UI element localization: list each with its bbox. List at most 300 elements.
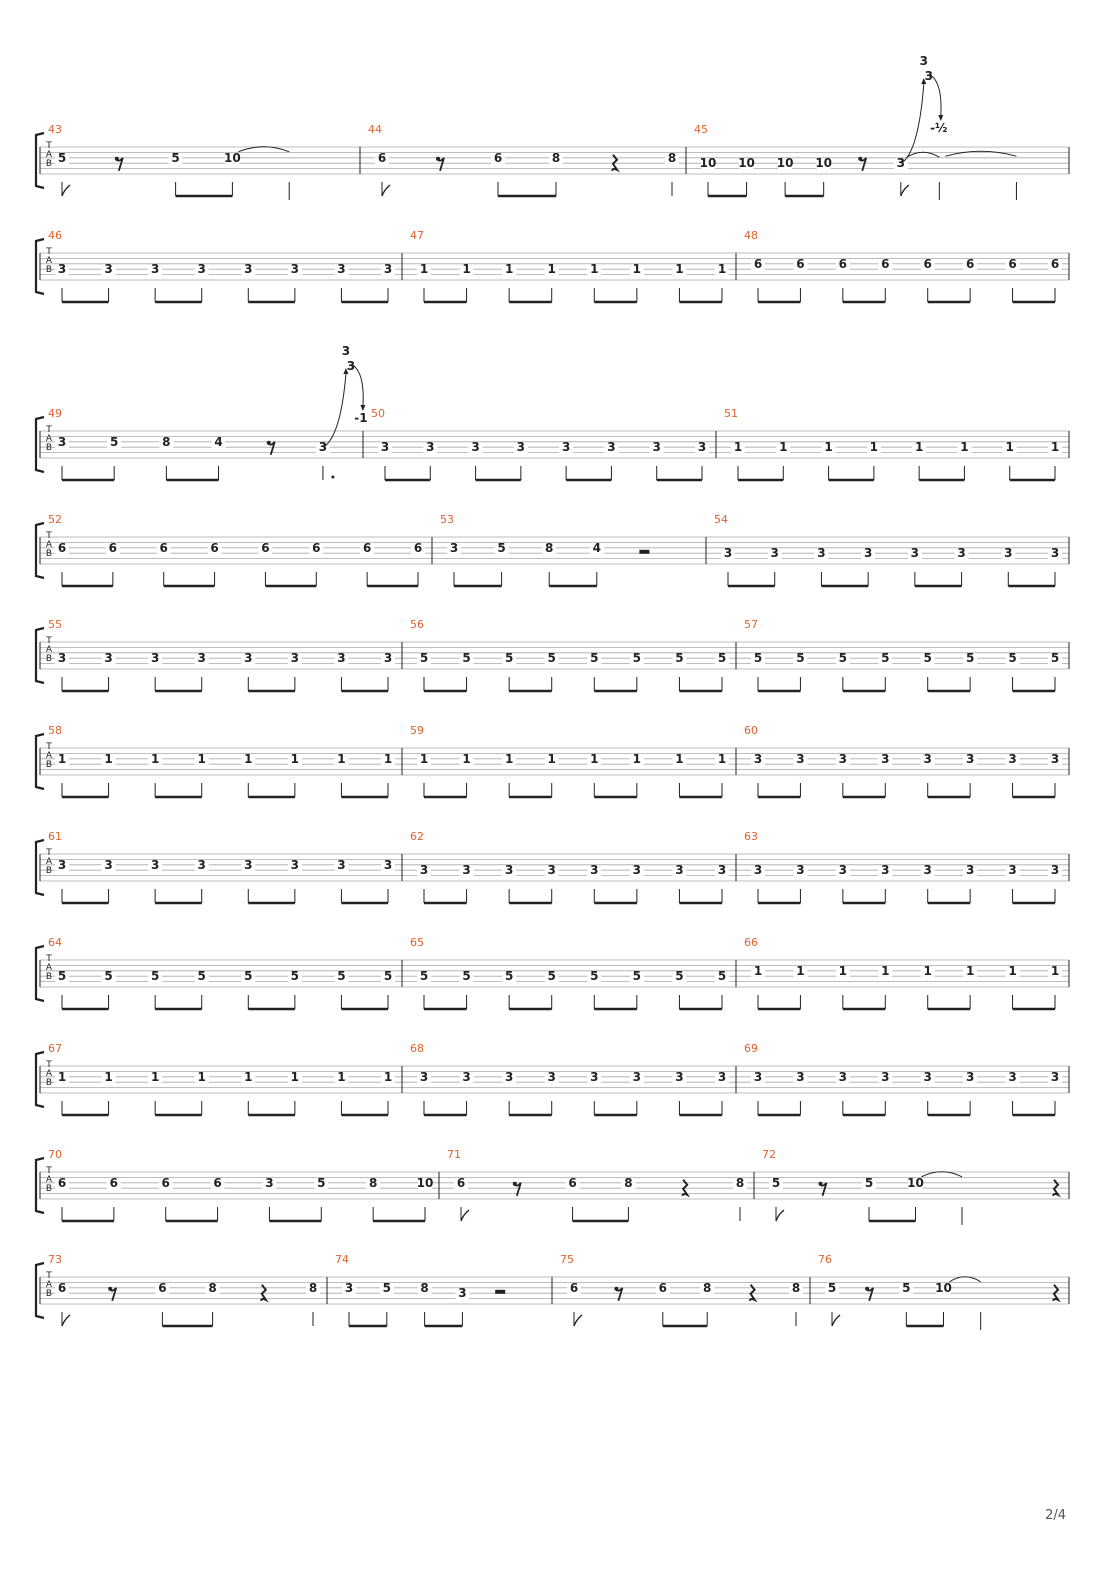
measure-number: 61 bbox=[48, 830, 62, 843]
bend-release: -1 bbox=[354, 411, 368, 425]
fret-number: 3 bbox=[1008, 1069, 1017, 1084]
fret-number: 1 bbox=[290, 751, 300, 766]
fret-number: 6 bbox=[57, 1280, 67, 1295]
fret-number: 3 bbox=[337, 857, 346, 872]
tab-clef-letter: B bbox=[45, 760, 53, 770]
fret-number: 3 bbox=[1050, 863, 1060, 878]
note-flag bbox=[776, 1210, 784, 1221]
fret-number: 8 bbox=[420, 1280, 429, 1295]
fret-number: 5 bbox=[827, 1280, 837, 1295]
fret-number: 1 bbox=[753, 963, 763, 978]
fret-number: 3 bbox=[104, 857, 113, 872]
measure-number: 43 bbox=[48, 123, 62, 136]
measure-number: 49 bbox=[48, 407, 62, 420]
half-rest bbox=[495, 1290, 505, 1294]
fret-number: 1 bbox=[337, 751, 346, 766]
fret-number: 1 bbox=[504, 751, 514, 766]
fret-number: 10 bbox=[738, 156, 755, 171]
fret-number: 1 bbox=[150, 751, 160, 766]
fret-number: 3 bbox=[104, 651, 113, 666]
fret-number: 5 bbox=[547, 651, 556, 666]
fret-number: 8 bbox=[735, 1175, 745, 1190]
measure-number: 59 bbox=[410, 724, 424, 737]
bend-held-fret: 3 bbox=[924, 69, 933, 83]
fret-number: 3 bbox=[1004, 546, 1013, 561]
tab-clef-letter: T bbox=[46, 636, 52, 646]
fret-number: 10 bbox=[416, 1175, 434, 1190]
fret-number: 3 bbox=[957, 546, 966, 561]
fret-number: 3 bbox=[504, 863, 514, 878]
fret-number: 3 bbox=[290, 262, 300, 277]
fret-number: 8 bbox=[551, 150, 561, 165]
measure-number: 47 bbox=[410, 229, 424, 242]
rest-dot bbox=[108, 1287, 112, 1291]
note-flag bbox=[832, 1315, 840, 1326]
fret-number: 4 bbox=[592, 540, 601, 555]
fret-number: 5 bbox=[150, 969, 160, 984]
fret-number: 5 bbox=[57, 150, 67, 165]
rest-dot bbox=[858, 157, 862, 161]
fret-number: 3 bbox=[770, 546, 779, 561]
measure-number: 64 bbox=[48, 936, 62, 949]
tab-clef-letter: A bbox=[45, 1175, 53, 1185]
fret-number: 5 bbox=[590, 651, 599, 666]
measure-number: 58 bbox=[48, 724, 62, 737]
fret-number: 6 bbox=[569, 1280, 579, 1295]
fret-number: 6 bbox=[1050, 256, 1060, 271]
measure-number: 50 bbox=[371, 407, 385, 420]
fret-number: 3 bbox=[419, 863, 429, 878]
fret-number: 8 bbox=[308, 1280, 318, 1295]
fret-number: 8 bbox=[703, 1280, 712, 1295]
fret-number: 1 bbox=[419, 751, 429, 766]
rest-dot bbox=[513, 1182, 517, 1186]
fret-number: 3 bbox=[838, 1069, 848, 1084]
fret-number: 6 bbox=[210, 540, 219, 555]
fret-number: 5 bbox=[632, 969, 642, 984]
fret-number: 1 bbox=[590, 262, 599, 277]
fret-number: 10 bbox=[907, 1175, 924, 1190]
fret-number: 3 bbox=[881, 1069, 890, 1084]
tab-clef-letter: T bbox=[46, 531, 52, 541]
fret-number: 6 bbox=[413, 540, 423, 555]
measure-number: 75 bbox=[560, 1253, 574, 1266]
fret-number: 10 bbox=[815, 156, 833, 171]
fret-number: 3 bbox=[197, 262, 206, 277]
fret-number: 8 bbox=[368, 1175, 378, 1190]
measure-number: 65 bbox=[410, 936, 424, 949]
measure-number: 69 bbox=[744, 1042, 758, 1055]
fret-number: 3 bbox=[717, 1069, 727, 1084]
tab-clef-letter: T bbox=[46, 954, 52, 964]
fret-number: 6 bbox=[57, 1175, 67, 1190]
tab-system bbox=[36, 75, 1069, 200]
tab-system bbox=[36, 1263, 1069, 1330]
fret-number: 5 bbox=[796, 651, 805, 666]
fret-number: 3 bbox=[838, 751, 848, 766]
fret-number: 5 bbox=[675, 969, 684, 984]
tab-clef-letter: A bbox=[45, 857, 53, 867]
fret-number: 3 bbox=[547, 1069, 556, 1084]
fret-number: 3 bbox=[796, 863, 805, 878]
fret-number: 5 bbox=[110, 434, 119, 449]
fret-number: 4 bbox=[214, 434, 223, 449]
fret-number: 1 bbox=[419, 262, 429, 277]
measure-number: 74 bbox=[335, 1253, 349, 1266]
fret-number: 3 bbox=[717, 863, 727, 878]
fret-number: 1 bbox=[960, 440, 969, 455]
fret-number: 1 bbox=[590, 751, 599, 766]
bend-curve bbox=[903, 84, 924, 162]
fret-number: 6 bbox=[881, 256, 890, 271]
measure-number: 57 bbox=[744, 618, 758, 631]
tab-clef-letter: B bbox=[45, 1184, 53, 1194]
measure-number: 45 bbox=[694, 123, 708, 136]
fret-number: 3 bbox=[632, 863, 642, 878]
fret-number: 6 bbox=[923, 256, 932, 271]
fret-number: 1 bbox=[197, 1069, 206, 1084]
measure-number: 71 bbox=[447, 1148, 461, 1161]
fret-number: 5 bbox=[771, 1175, 781, 1190]
fret-number: 5 bbox=[965, 651, 975, 666]
tab-clef-letter: A bbox=[45, 645, 53, 655]
fret-number: 3 bbox=[458, 1286, 467, 1301]
bend-release: -½ bbox=[930, 121, 948, 135]
measure-number: 73 bbox=[48, 1253, 62, 1266]
fret-number: 3 bbox=[290, 651, 300, 666]
fret-number: 6 bbox=[568, 1175, 577, 1190]
measure-number: 60 bbox=[744, 724, 758, 737]
fret-number: 3 bbox=[675, 863, 684, 878]
fret-number: 3 bbox=[881, 863, 890, 878]
measure-number: 53 bbox=[440, 513, 454, 526]
tab-clef-letter: T bbox=[46, 141, 52, 151]
tie bbox=[922, 1172, 963, 1177]
tab-clef-letter: T bbox=[46, 247, 52, 257]
fret-number: 1 bbox=[1008, 963, 1017, 978]
fret-number: 6 bbox=[362, 540, 372, 555]
tab-clef-letter: B bbox=[45, 654, 53, 664]
tie bbox=[907, 152, 940, 157]
bend-amount: 3 bbox=[919, 54, 928, 68]
fret-number: 5 bbox=[717, 969, 727, 984]
measure-number: 76 bbox=[818, 1253, 832, 1266]
fret-number: 3 bbox=[150, 262, 160, 277]
fret-number: 5 bbox=[753, 651, 763, 666]
measure-number: 70 bbox=[48, 1148, 62, 1161]
fret-number: 1 bbox=[779, 440, 788, 455]
fret-number: 3 bbox=[383, 857, 393, 872]
fret-number: 5 bbox=[462, 969, 471, 984]
fret-number: 5 bbox=[317, 1175, 326, 1190]
fret-number: 5 bbox=[590, 969, 599, 984]
fret-number: 1 bbox=[717, 262, 727, 277]
fret-number: 6 bbox=[108, 540, 118, 555]
tab-clef-letter: T bbox=[46, 425, 52, 435]
fret-number: 3 bbox=[923, 751, 932, 766]
tab-clef-letter: T bbox=[46, 742, 52, 752]
fret-number: 3 bbox=[796, 751, 805, 766]
fret-number: 3 bbox=[462, 1069, 471, 1084]
measure-number: 62 bbox=[410, 830, 424, 843]
fret-number: 5 bbox=[838, 651, 848, 666]
fret-number: 8 bbox=[545, 540, 554, 555]
fret-number: 3 bbox=[652, 440, 661, 455]
fret-number: 3 bbox=[817, 546, 826, 561]
fret-number: 3 bbox=[57, 651, 67, 666]
fret-number: 8 bbox=[791, 1280, 801, 1295]
fret-number: 3 bbox=[675, 1069, 684, 1084]
fret-number: 3 bbox=[318, 440, 328, 455]
fret-number: 3 bbox=[57, 262, 67, 277]
fret-number: 3 bbox=[104, 262, 113, 277]
fret-number: 6 bbox=[796, 256, 805, 271]
measure-number: 46 bbox=[48, 229, 62, 242]
fret-number: 3 bbox=[504, 1069, 514, 1084]
fret-number: 3 bbox=[150, 651, 160, 666]
fret-number: 3 bbox=[753, 863, 763, 878]
note-flag bbox=[62, 185, 70, 196]
fret-number: 3 bbox=[697, 440, 707, 455]
tab-clef-letter: A bbox=[45, 963, 53, 973]
fret-number: 5 bbox=[171, 150, 180, 165]
fret-number: 10 bbox=[224, 150, 241, 165]
fret-number: 3 bbox=[337, 262, 346, 277]
fret-number: 3 bbox=[838, 863, 848, 878]
fret-number: 1 bbox=[923, 963, 932, 978]
fret-number: 3 bbox=[383, 262, 393, 277]
fret-number: 3 bbox=[383, 651, 393, 666]
fret-number: 3 bbox=[344, 1280, 354, 1295]
fret-number: 3 bbox=[896, 156, 905, 171]
fret-number: 1 bbox=[383, 751, 393, 766]
fret-number: 3 bbox=[561, 440, 571, 455]
fret-number: 6 bbox=[658, 1280, 667, 1295]
fret-number: 3 bbox=[632, 1069, 642, 1084]
fret-number: 3 bbox=[244, 651, 253, 666]
fret-number: 1 bbox=[796, 963, 805, 978]
tie bbox=[945, 151, 1016, 156]
fret-number: 5 bbox=[382, 1280, 391, 1295]
fret-number: 6 bbox=[158, 1280, 167, 1295]
fret-number: 6 bbox=[159, 540, 168, 555]
fret-number: 6 bbox=[377, 150, 387, 165]
measure-number: 72 bbox=[762, 1148, 776, 1161]
tab-clef-letter: B bbox=[45, 866, 53, 876]
fret-number: 1 bbox=[965, 963, 975, 978]
fret-number: 1 bbox=[675, 262, 684, 277]
fret-number: 3 bbox=[265, 1175, 274, 1190]
tab-clef-letter: A bbox=[45, 150, 53, 160]
fret-number: 1 bbox=[197, 751, 206, 766]
tab-clef-letter: T bbox=[46, 848, 52, 858]
tab-clef-letter: A bbox=[45, 256, 53, 266]
rest-dot bbox=[865, 1287, 869, 1291]
fret-number: 5 bbox=[902, 1280, 911, 1295]
fret-number: 3 bbox=[197, 651, 206, 666]
fret-number: 3 bbox=[57, 857, 67, 872]
fret-number: 3 bbox=[337, 651, 346, 666]
rest-dot bbox=[115, 157, 119, 161]
fret-number: 3 bbox=[380, 440, 390, 455]
fret-number: 6 bbox=[965, 256, 975, 271]
fret-number: 3 bbox=[881, 751, 890, 766]
fret-number: 5 bbox=[632, 651, 642, 666]
fret-number: 3 bbox=[150, 857, 160, 872]
fret-number: 1 bbox=[881, 963, 890, 978]
measure-number: 52 bbox=[48, 513, 62, 526]
fret-number: 6 bbox=[57, 540, 67, 555]
fret-number: 8 bbox=[624, 1175, 633, 1190]
tab-clef-letter: A bbox=[45, 434, 53, 444]
fret-number: 3 bbox=[57, 434, 67, 449]
rest-dot bbox=[267, 441, 271, 445]
fret-number: 5 bbox=[504, 969, 514, 984]
fret-number: 1 bbox=[337, 1069, 346, 1084]
fret-number: 1 bbox=[547, 262, 556, 277]
fret-number: 3 bbox=[471, 440, 480, 455]
measure-number: 56 bbox=[410, 618, 424, 631]
fret-number: 1 bbox=[838, 963, 848, 978]
fret-number: 5 bbox=[104, 969, 113, 984]
fret-number: 10 bbox=[699, 156, 717, 171]
measure-number: 55 bbox=[48, 618, 62, 631]
tab-clef-letter: B bbox=[45, 549, 53, 559]
fret-number: 5 bbox=[1008, 651, 1017, 666]
bend-held-fret: 3 bbox=[346, 359, 356, 373]
fret-number: 5 bbox=[244, 969, 253, 984]
fret-number: 6 bbox=[312, 540, 321, 555]
measure-number: 48 bbox=[744, 229, 758, 242]
fret-number: 3 bbox=[923, 863, 932, 878]
rest-dot bbox=[614, 1287, 618, 1291]
fret-number: 1 bbox=[717, 751, 727, 766]
bend-amount: 3 bbox=[341, 344, 351, 358]
fret-number: 1 bbox=[1050, 963, 1060, 978]
fret-number: 1 bbox=[104, 751, 113, 766]
fret-number: 6 bbox=[213, 1175, 222, 1190]
fret-number: 1 bbox=[1005, 440, 1014, 455]
fret-number: 3 bbox=[244, 262, 253, 277]
tab-clef-letter: A bbox=[45, 1280, 53, 1290]
fret-number: 3 bbox=[419, 1069, 429, 1084]
tab-clef-letter: B bbox=[45, 443, 53, 453]
fret-number: 1 bbox=[57, 751, 67, 766]
tab-clef-letter: B bbox=[45, 1289, 53, 1299]
fret-number: 3 bbox=[796, 1069, 805, 1084]
fret-number: 1 bbox=[547, 751, 556, 766]
fret-number: 6 bbox=[109, 1175, 119, 1190]
tab-clef-letter: A bbox=[45, 540, 53, 550]
fret-number: 1 bbox=[632, 262, 642, 277]
fret-number: 5 bbox=[197, 969, 206, 984]
fret-number: 6 bbox=[1008, 256, 1017, 271]
fret-number: 5 bbox=[547, 969, 556, 984]
rest-dot bbox=[819, 1182, 823, 1186]
tab-clef-letter: T bbox=[46, 1271, 52, 1281]
fret-number: 6 bbox=[161, 1175, 170, 1190]
tab-clef-letter: T bbox=[46, 1060, 52, 1070]
fret-number: 5 bbox=[504, 651, 514, 666]
fret-number: 1 bbox=[290, 1069, 300, 1084]
tab-clef-letter: B bbox=[45, 265, 53, 275]
fret-number: 1 bbox=[462, 751, 471, 766]
measure-number: 54 bbox=[714, 513, 728, 526]
fret-number: 5 bbox=[923, 651, 932, 666]
fret-number: 5 bbox=[337, 969, 346, 984]
fret-number: 5 bbox=[419, 651, 429, 666]
fret-number: 3 bbox=[923, 1069, 932, 1084]
fret-number: 5 bbox=[462, 651, 471, 666]
measure-number: 66 bbox=[744, 936, 758, 949]
fret-number: 8 bbox=[162, 434, 171, 449]
fret-number: 3 bbox=[590, 863, 599, 878]
bend-curve bbox=[325, 374, 346, 446]
measure-number: 68 bbox=[410, 1042, 424, 1055]
fret-number: 3 bbox=[753, 751, 763, 766]
fret-number: 3 bbox=[1050, 751, 1060, 766]
fret-number: 1 bbox=[504, 262, 514, 277]
fret-number: 3 bbox=[965, 863, 975, 878]
fret-number: 5 bbox=[881, 651, 890, 666]
note-flag bbox=[62, 1315, 70, 1326]
fret-number: 3 bbox=[1050, 1069, 1060, 1084]
fret-number: 1 bbox=[462, 262, 471, 277]
fret-number: 3 bbox=[516, 440, 526, 455]
tab-clef-letter: A bbox=[45, 1069, 53, 1079]
fret-number: 3 bbox=[607, 440, 616, 455]
fret-number: 1 bbox=[632, 751, 642, 766]
fret-number: 6 bbox=[261, 540, 270, 555]
fret-number: 5 bbox=[383, 969, 393, 984]
fret-number: 1 bbox=[150, 1069, 160, 1084]
fret-number: 3 bbox=[197, 857, 206, 872]
fret-number: 3 bbox=[426, 440, 435, 455]
fret-number: 3 bbox=[244, 857, 253, 872]
fret-number: 3 bbox=[547, 863, 556, 878]
fret-number: 1 bbox=[824, 440, 833, 455]
fret-number: 6 bbox=[838, 256, 848, 271]
fret-number: 1 bbox=[869, 440, 879, 455]
fret-number: 3 bbox=[1050, 546, 1060, 561]
fret-number: 5 bbox=[57, 969, 67, 984]
dot bbox=[331, 476, 334, 479]
measure-number: 51 bbox=[724, 407, 738, 420]
fret-number: 3 bbox=[462, 863, 471, 878]
fret-number: 3 bbox=[1008, 863, 1017, 878]
fret-number: 3 bbox=[449, 540, 459, 555]
fret-number: 3 bbox=[753, 1069, 763, 1084]
fret-number: 3 bbox=[910, 546, 920, 561]
fret-number: 5 bbox=[717, 651, 727, 666]
measure-number: 44 bbox=[368, 123, 382, 136]
fret-number: 5 bbox=[290, 969, 300, 984]
tab-clef-letter: B bbox=[45, 159, 53, 169]
rest-dot bbox=[436, 157, 440, 161]
fret-number: 3 bbox=[965, 751, 975, 766]
note-flag bbox=[382, 185, 390, 196]
fret-number: 3 bbox=[965, 1069, 975, 1084]
fret-number: 1 bbox=[914, 440, 924, 455]
fret-number: 10 bbox=[935, 1280, 952, 1295]
fret-number: 1 bbox=[383, 1069, 393, 1084]
tab-system bbox=[36, 1158, 1069, 1225]
note-flag bbox=[901, 185, 909, 196]
fret-number: 10 bbox=[776, 156, 794, 171]
page-number: 2/4 bbox=[1045, 1508, 1066, 1523]
fret-number: 3 bbox=[290, 857, 300, 872]
fret-number: 8 bbox=[208, 1280, 217, 1295]
